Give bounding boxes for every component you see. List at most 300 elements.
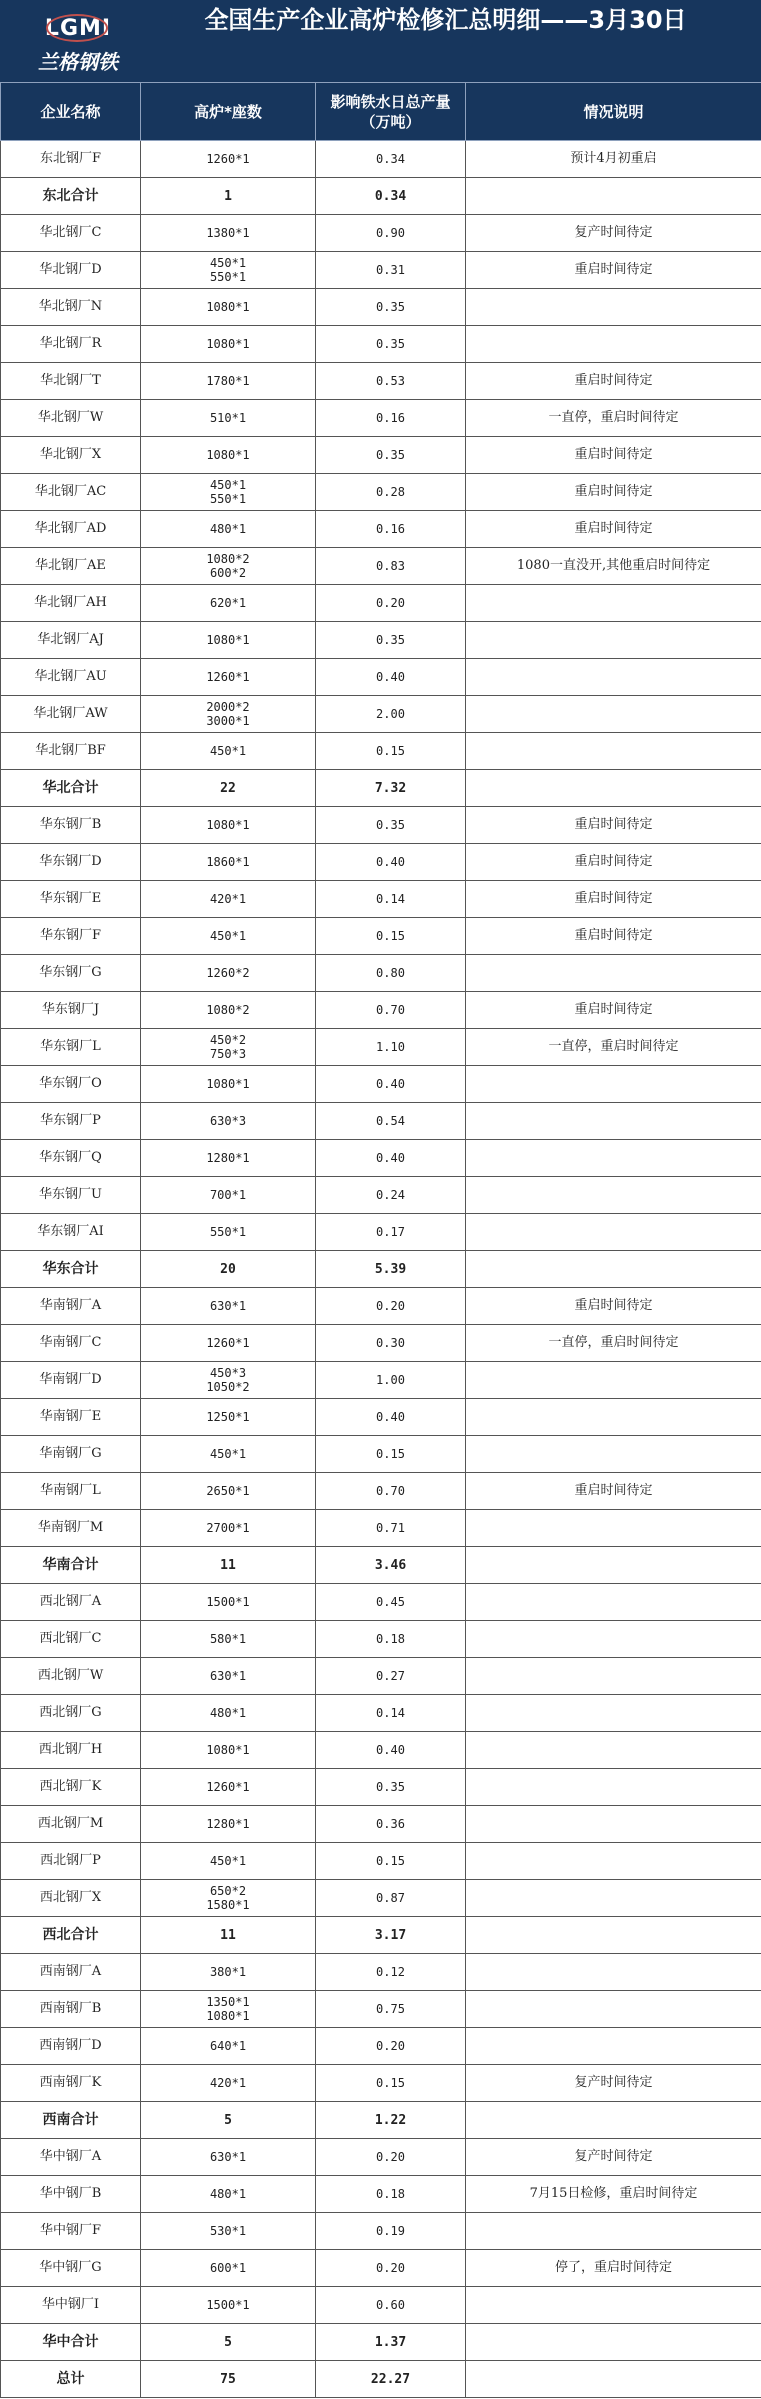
output-cell: 0.75 [316, 1991, 466, 2028]
furnace-spec: 630*1 [209, 1299, 247, 1313]
output-cell: 0.28 [316, 474, 466, 511]
output-cell: 0.14 [316, 1695, 466, 1732]
furnace-cell [141, 770, 316, 807]
company-cell: 华中钢厂G [1, 2250, 141, 2287]
subtotal-row [1, 178, 761, 215]
company-cell: 华北钢厂N [1, 289, 141, 326]
table-row [1, 1029, 761, 1066]
output-cell: 0.15 [316, 733, 466, 770]
table-row [1, 2176, 761, 2213]
company-cell: 华东钢厂O [1, 1066, 141, 1103]
report-header [0, 0, 761, 82]
furnace-cell [141, 1991, 316, 2028]
note-cell [466, 1066, 761, 1103]
note-cell [466, 2102, 761, 2139]
company-cell: 西北钢厂A [1, 1584, 141, 1621]
table-row [1, 992, 761, 1029]
note-cell: 重启时间待定 [466, 511, 761, 548]
furnace-cell [141, 1103, 316, 1140]
furnace-cell [141, 1843, 316, 1880]
furnace-cell [141, 955, 316, 992]
company-cell: 华东钢厂L [1, 1029, 141, 1066]
furnace-spec: 550*1 [209, 270, 247, 284]
subtotal-row [1, 770, 761, 807]
table-row [1, 1732, 761, 1769]
note-cell [466, 326, 761, 363]
company-cell: 西北钢厂H [1, 1732, 141, 1769]
note-cell [466, 770, 761, 807]
company-cell: 华东钢厂J [1, 992, 141, 1029]
furnace-cell [141, 1621, 316, 1658]
furnace-spec: 1 [224, 188, 232, 204]
table-row [1, 2028, 761, 2065]
note-cell [466, 1177, 761, 1214]
output-cell: 0.45 [316, 1584, 466, 1621]
table-body [1, 141, 761, 2398]
furnace-spec: 450*1 [209, 478, 247, 492]
furnace-spec: 630*1 [209, 1669, 247, 1683]
note-cell [466, 1103, 761, 1140]
company-cell: 华南钢厂C [1, 1325, 141, 1362]
furnace-spec: 1080*1 [206, 337, 250, 351]
subtotal-row [1, 1917, 761, 1954]
company-cell: 西北合计 [1, 1917, 141, 1954]
table-row [1, 1325, 761, 1362]
table-row [1, 289, 761, 326]
furnace-spec: 630*1 [209, 2150, 247, 2164]
furnace-spec: 2650*1 [206, 1484, 250, 1498]
note-cell [466, 1695, 761, 1732]
output-cell: 0.83 [316, 548, 466, 585]
output-cell: 0.35 [316, 807, 466, 844]
furnace-cell [141, 1177, 316, 1214]
company-cell: 西南钢厂B [1, 1991, 141, 2028]
note-cell: 重启时间待定 [466, 252, 761, 289]
furnace-cell [141, 1436, 316, 1473]
company-cell: 西南钢厂K [1, 2065, 141, 2102]
note-cell: 7月15日检修，重启时间待定 [466, 2176, 761, 2213]
output-cell: 0.20 [316, 2250, 466, 2287]
furnace-cell [141, 659, 316, 696]
output-cell: 0.40 [316, 844, 466, 881]
table-row [1, 141, 761, 178]
company-cell: 西北钢厂K [1, 1769, 141, 1806]
company-cell: 西南钢厂A [1, 1954, 141, 1991]
note-cell: 重启时间待定 [466, 807, 761, 844]
company-cell: 西北钢厂M [1, 1806, 141, 1843]
company-cell: 华东钢厂D [1, 844, 141, 881]
furnace-spec: 20 [220, 1261, 236, 1277]
output-cell: 1.37 [316, 2324, 466, 2361]
furnace-spec: 450*1 [209, 929, 247, 943]
subtotal-row [1, 2324, 761, 2361]
output-cell: 0.35 [316, 326, 466, 363]
furnace-cell [141, 733, 316, 770]
company-cell: 西北钢厂G [1, 1695, 141, 1732]
output-cell: 0.70 [316, 1473, 466, 1510]
company-cell: 华北钢厂AE [1, 548, 141, 585]
note-cell [466, 1806, 761, 1843]
table-row [1, 918, 761, 955]
logo-subtitle: 兰格钢铁 [38, 50, 118, 74]
note-cell: 一直停，重启时间待定 [466, 1029, 761, 1066]
company-cell: 华东合计 [1, 1251, 141, 1288]
note-cell: 重启时间待定 [466, 437, 761, 474]
furnace-cell [141, 400, 316, 437]
column-header-note: 情况说明 [466, 83, 761, 141]
note-cell: 重启时间待定 [466, 1473, 761, 1510]
output-cell: 0.87 [316, 1880, 466, 1917]
output-cell: 0.40 [316, 1066, 466, 1103]
output-cell: 0.35 [316, 622, 466, 659]
note-cell [466, 1658, 761, 1695]
furnace-spec: 1080*1 [206, 1743, 250, 1757]
output-cell: 0.35 [316, 1769, 466, 1806]
company-cell: 华北合计 [1, 770, 141, 807]
furnace-cell [141, 2139, 316, 2176]
furnace-spec: 1050*2 [206, 1380, 250, 1394]
company-cell: 西北钢厂W [1, 1658, 141, 1695]
furnace-spec: 1350*1 [206, 1995, 250, 2009]
company-cell: 华北钢厂R [1, 326, 141, 363]
note-cell: 重启时间待定 [466, 992, 761, 1029]
note-cell: 重启时间待定 [466, 844, 761, 881]
note-cell [466, 1584, 761, 1621]
furnace-spec: 550*1 [209, 1225, 247, 1239]
company-cell: 西北钢厂P [1, 1843, 141, 1880]
furnace-spec: 1580*1 [206, 1898, 250, 1912]
table-row [1, 1510, 761, 1547]
table-row [1, 1214, 761, 1251]
furnace-cell [141, 2028, 316, 2065]
furnace-spec: 580*1 [209, 1632, 247, 1646]
output-cell: 0.15 [316, 918, 466, 955]
table-row [1, 1399, 761, 1436]
page-title: 全国生产企业高炉检修汇总明细——3月30日 [204, 6, 687, 34]
furnace-cell [141, 844, 316, 881]
furnace-cell [141, 1917, 316, 1954]
company-cell: 华南合计 [1, 1547, 141, 1584]
note-cell: 1080一直没开,其他重启时间待定 [466, 548, 761, 585]
furnace-cell [141, 326, 316, 363]
company-cell: 西北钢厂C [1, 1621, 141, 1658]
table-row [1, 363, 761, 400]
output-cell: 0.15 [316, 1436, 466, 1473]
output-cell: 7.32 [316, 770, 466, 807]
company-cell: 西南钢厂D [1, 2028, 141, 2065]
note-cell [466, 1547, 761, 1584]
note-cell [466, 585, 761, 622]
company-cell: 华北钢厂T [1, 363, 141, 400]
output-cell: 0.20 [316, 1288, 466, 1325]
table-row [1, 696, 761, 733]
furnace-spec: 1860*1 [206, 855, 250, 869]
company-cell: 华东钢厂E [1, 881, 141, 918]
furnace-cell [141, 1029, 316, 1066]
furnace-spec: 640*1 [209, 2039, 247, 2053]
note-cell [466, 2028, 761, 2065]
note-cell [466, 1510, 761, 1547]
table-row [1, 437, 761, 474]
company-cell: 总计 [1, 2361, 141, 2398]
output-cell: 2.00 [316, 696, 466, 733]
furnace-spec: 1500*1 [206, 2298, 250, 2312]
furnace-spec: 11 [220, 1927, 236, 1943]
furnace-spec: 1380*1 [206, 226, 250, 240]
note-cell: 复产时间待定 [466, 2065, 761, 2102]
furnace-cell [141, 511, 316, 548]
furnace-spec: 5 [224, 2334, 232, 2350]
furnace-cell [141, 2250, 316, 2287]
furnace-cell [141, 2287, 316, 2324]
furnace-spec: 630*3 [209, 1114, 247, 1128]
company-cell: 华北钢厂BF [1, 733, 141, 770]
company-cell: 华北钢厂AW [1, 696, 141, 733]
note-cell: 复产时间待定 [466, 2139, 761, 2176]
note-cell [466, 696, 761, 733]
output-cell: 3.17 [316, 1917, 466, 1954]
furnace-spec: 22 [220, 780, 236, 796]
company-cell: 华北钢厂AH [1, 585, 141, 622]
furnace-cell [141, 2176, 316, 2213]
company-cell: 华南钢厂M [1, 1510, 141, 1547]
furnace-spec: 1260*2 [206, 966, 250, 980]
furnace-spec: 750*3 [209, 1047, 247, 1061]
furnace-spec: 700*1 [209, 1188, 247, 1202]
output-cell: 0.34 [316, 141, 466, 178]
logo-text: LGMI [44, 16, 112, 41]
furnace-cell [141, 1399, 316, 1436]
furnace-cell [141, 881, 316, 918]
table-row [1, 2213, 761, 2250]
note-cell [466, 622, 761, 659]
table-row [1, 1806, 761, 1843]
note-cell [466, 2287, 761, 2324]
output-cell: 1.10 [316, 1029, 466, 1066]
furnace-spec: 420*1 [209, 2076, 247, 2090]
furnace-spec: 450*3 [209, 1366, 247, 1380]
furnace-cell [141, 1547, 316, 1584]
furnace-spec: 620*1 [209, 596, 247, 610]
note-cell: 复产时间待定 [466, 215, 761, 252]
subtotal-row [1, 1251, 761, 1288]
table-row [1, 1621, 761, 1658]
furnace-spec: 550*1 [209, 492, 247, 506]
table-row [1, 807, 761, 844]
furnace-spec: 420*1 [209, 892, 247, 906]
output-cell: 0.12 [316, 1954, 466, 1991]
table-row [1, 252, 761, 289]
furnace-cell [141, 992, 316, 1029]
subtotal-row [1, 2102, 761, 2139]
furnace-cell [141, 215, 316, 252]
note-cell [466, 1843, 761, 1880]
output-cell: 0.31 [316, 252, 466, 289]
table-row [1, 1991, 761, 2028]
output-cell: 0.60 [316, 2287, 466, 2324]
output-cell: 0.40 [316, 1732, 466, 1769]
furnace-cell [141, 1288, 316, 1325]
furnace-spec: 510*1 [209, 411, 247, 425]
furnace-cell [141, 1732, 316, 1769]
table-row [1, 2139, 761, 2176]
note-cell [466, 2361, 761, 2398]
output-cell: 0.35 [316, 437, 466, 474]
output-cell: 0.15 [316, 1843, 466, 1880]
company-cell: 华东钢厂AI [1, 1214, 141, 1251]
subtotal-row [1, 2361, 761, 2398]
furnace-spec: 1080*1 [206, 448, 250, 462]
furnace-spec: 11 [220, 1557, 236, 1573]
output-cell: 0.35 [316, 289, 466, 326]
furnace-spec: 450*1 [209, 744, 247, 758]
furnace-cell [141, 1510, 316, 1547]
furnace-cell [141, 1066, 316, 1103]
table-head [1, 83, 761, 141]
furnace-spec: 75 [220, 2371, 236, 2387]
table-row [1, 1954, 761, 1991]
note-cell: 一直停，重启时间待定 [466, 400, 761, 437]
company-cell: 华南钢厂G [1, 1436, 141, 1473]
table-row [1, 1769, 761, 1806]
note-cell: 重启时间待定 [466, 474, 761, 511]
header-row [1, 83, 761, 141]
furnace-cell [141, 1658, 316, 1695]
output-cell: 0.18 [316, 2176, 466, 2213]
company-cell: 华中钢厂F [1, 2213, 141, 2250]
furnace-cell [141, 363, 316, 400]
note-cell [466, 1436, 761, 1473]
note-cell [466, 289, 761, 326]
output-cell: 0.40 [316, 1399, 466, 1436]
furnace-spec: 3000*1 [206, 714, 250, 728]
furnace-cell [141, 1140, 316, 1177]
note-cell: 一直停，重启时间待定 [466, 1325, 761, 1362]
output-cell: 22.27 [316, 2361, 466, 2398]
furnace-cell [141, 1473, 316, 1510]
table-row [1, 1695, 761, 1732]
table-row [1, 1436, 761, 1473]
furnace-cell [141, 585, 316, 622]
furnace-cell [141, 918, 316, 955]
furnace-spec: 1260*1 [206, 1780, 250, 1794]
table-row [1, 400, 761, 437]
furnace-cell [141, 696, 316, 733]
company-cell: 西南合计 [1, 2102, 141, 2139]
furnace-cell [141, 622, 316, 659]
furnace-spec: 450*1 [209, 1854, 247, 1868]
furnace-cell [141, 2102, 316, 2139]
table-row [1, 2250, 761, 2287]
note-cell: 重启时间待定 [466, 881, 761, 918]
company-cell: 华中钢厂B [1, 2176, 141, 2213]
table-row [1, 1362, 761, 1399]
output-cell: 0.71 [316, 1510, 466, 1547]
furnace-spec: 1260*1 [206, 670, 250, 684]
company-cell: 东北钢厂F [1, 141, 141, 178]
furnace-cell [141, 1214, 316, 1251]
table-row [1, 955, 761, 992]
furnace-cell [141, 1880, 316, 1917]
note-cell [466, 2324, 761, 2361]
furnace-cell [141, 1806, 316, 1843]
output-cell: 0.20 [316, 2028, 466, 2065]
table-row [1, 1288, 761, 1325]
company-cell: 华东钢厂Q [1, 1140, 141, 1177]
output-cell: 0.20 [316, 2139, 466, 2176]
furnace-spec: 1080*1 [206, 2009, 250, 2023]
output-cell: 0.14 [316, 881, 466, 918]
note-cell [466, 1732, 761, 1769]
column-header-furnace: 高炉*座数 [141, 83, 316, 141]
column-header-company: 企业名称 [1, 83, 141, 141]
note-cell [466, 1140, 761, 1177]
table-row [1, 215, 761, 252]
output-cell: 0.40 [316, 659, 466, 696]
logo-mark [36, 14, 120, 44]
furnace-cell [141, 1584, 316, 1621]
company-cell: 华东钢厂G [1, 955, 141, 992]
furnace-spec: 480*1 [209, 1706, 247, 1720]
output-cell: 0.17 [316, 1214, 466, 1251]
furnace-cell [141, 1695, 316, 1732]
output-cell: 0.54 [316, 1103, 466, 1140]
furnace-spec: 450*2 [209, 1033, 247, 1047]
output-cell: 1.22 [316, 2102, 466, 2139]
company-cell: 华北钢厂AC [1, 474, 141, 511]
furnace-spec: 600*1 [209, 2261, 247, 2275]
furnace-spec: 1080*1 [206, 633, 250, 647]
furnace-cell [141, 1954, 316, 1991]
note-cell [466, 1251, 761, 1288]
table-row [1, 1177, 761, 1214]
furnace-spec: 1280*1 [206, 1817, 250, 1831]
furnace-cell [141, 1362, 316, 1399]
note-cell [466, 1214, 761, 1251]
table-row [1, 1584, 761, 1621]
note-cell: 重启时间待定 [466, 363, 761, 400]
company-cell: 华北钢厂D [1, 252, 141, 289]
table-row [1, 548, 761, 585]
furnace-cell [141, 807, 316, 844]
note-cell [466, 1621, 761, 1658]
table-row [1, 1880, 761, 1917]
company-cell: 华东钢厂U [1, 1177, 141, 1214]
furnace-spec: 380*1 [209, 1965, 247, 1979]
furnace-spec: 2700*1 [206, 1521, 250, 1535]
furnace-spec: 600*2 [209, 566, 247, 580]
note-cell [466, 1880, 761, 1917]
furnace-cell [141, 2213, 316, 2250]
logo-ring-icon [46, 14, 108, 42]
note-cell [466, 1917, 761, 1954]
note-cell: 预计4月初重启 [466, 141, 761, 178]
output-cell: 0.18 [316, 1621, 466, 1658]
output-cell: 0.34 [316, 178, 466, 215]
table-row [1, 1140, 761, 1177]
furnace-cell [141, 2065, 316, 2102]
furnace-cell [141, 2361, 316, 2398]
table-row [1, 1103, 761, 1140]
furnace-cell [141, 289, 316, 326]
company-cell: 华中钢厂A [1, 2139, 141, 2176]
output-cell: 0.30 [316, 1325, 466, 1362]
note-cell [466, 733, 761, 770]
table-row [1, 844, 761, 881]
output-cell: 0.40 [316, 1140, 466, 1177]
furnace-spec: 450*1 [209, 1447, 247, 1461]
furnace-spec: 1080*1 [206, 300, 250, 314]
